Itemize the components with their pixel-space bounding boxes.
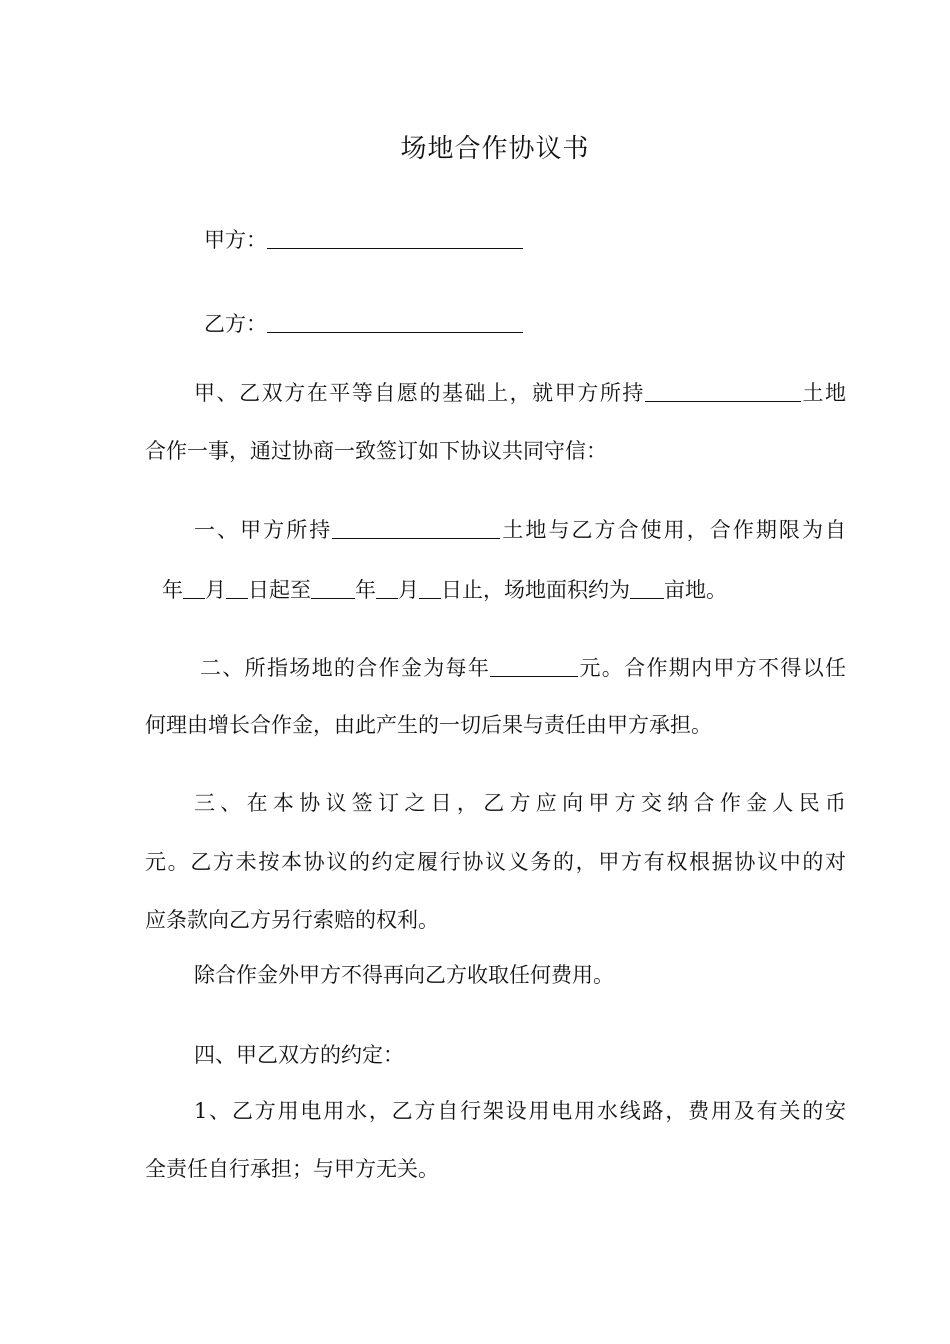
end-day-blank bbox=[419, 574, 441, 599]
clause3-line-2: 元。乙方未按本协议的约定履行协议义务的，甲方有权根据协议中的对 bbox=[145, 850, 846, 874]
clause1-month-label: 月 bbox=[205, 578, 226, 602]
clause1-land-blank bbox=[332, 514, 500, 539]
area-blank bbox=[630, 574, 664, 599]
party-a-blank bbox=[267, 224, 523, 249]
clause1-area-unit: 亩地。 bbox=[664, 578, 727, 602]
end-month-blank bbox=[376, 574, 398, 599]
intro-land-blank bbox=[645, 377, 801, 402]
clause1-text-a: 一、甲方所持 bbox=[194, 518, 333, 542]
end-year-blank bbox=[311, 574, 355, 599]
clause2-line-1 bbox=[200, 652, 846, 683]
clause4-heading: 四、甲乙双方的约定： bbox=[194, 1043, 404, 1067]
start-day-blank bbox=[226, 574, 248, 599]
intro-line-2: 合作一事，通过协商一致签订如下协议共同守信： bbox=[145, 439, 607, 463]
clause1-end-year-label: 年 bbox=[355, 578, 376, 602]
start-month-blank bbox=[183, 574, 205, 599]
party-a-line bbox=[204, 224, 523, 255]
intro-text-b: 土地 bbox=[800, 381, 847, 405]
clause1-line-2 bbox=[162, 574, 727, 605]
clause3-line-4: 除合作金外甲方不得再向乙方收取任何费用。 bbox=[194, 963, 614, 987]
clause1-year-label: 年 bbox=[162, 578, 183, 602]
clause1-until-label: 日止，场地面积约为 bbox=[441, 578, 630, 602]
clause1-text-b: 土地与乙方合使用，合作期限为自 bbox=[500, 518, 847, 542]
party-a-label: 甲方： bbox=[204, 228, 267, 252]
intro-text-a: 甲、乙双方在平等自愿的基础上，就甲方所持 bbox=[194, 381, 645, 405]
party-b-label: 乙方： bbox=[204, 312, 267, 336]
fee-blank bbox=[490, 652, 578, 677]
party-b-blank bbox=[267, 308, 523, 333]
intro-line-1 bbox=[194, 377, 846, 408]
clause1-line-1 bbox=[194, 514, 846, 545]
document-title: 场地合作协议书 bbox=[400, 134, 590, 164]
clause4-item1-line-1: 1、乙方用电用水，乙方自行架设用电用水线路，费用及有关的安 bbox=[194, 1099, 846, 1123]
party-b-line bbox=[204, 308, 523, 339]
clause2-line-2: 何理由增长合作金，由此产生的一切后果与责任由甲方承担。 bbox=[145, 713, 712, 737]
clause3-line-3: 应条款向乙方另行索赔的权利。 bbox=[145, 908, 439, 932]
clause2-text-b: 元。合作期内甲方不得以任 bbox=[578, 656, 847, 680]
clause2-text-a: 二、所指场地的合作金为每年 bbox=[200, 656, 491, 680]
clause4-item1-line-2: 全责任自行承担；与甲方无关。 bbox=[145, 1157, 439, 1181]
clause3-line-1: 三、在本协议签订之日，乙方应向甲方交纳合作金人民币 bbox=[194, 791, 846, 815]
clause1-from-label: 日起至 bbox=[248, 578, 311, 602]
clause1-end-month-label: 月 bbox=[398, 578, 419, 602]
